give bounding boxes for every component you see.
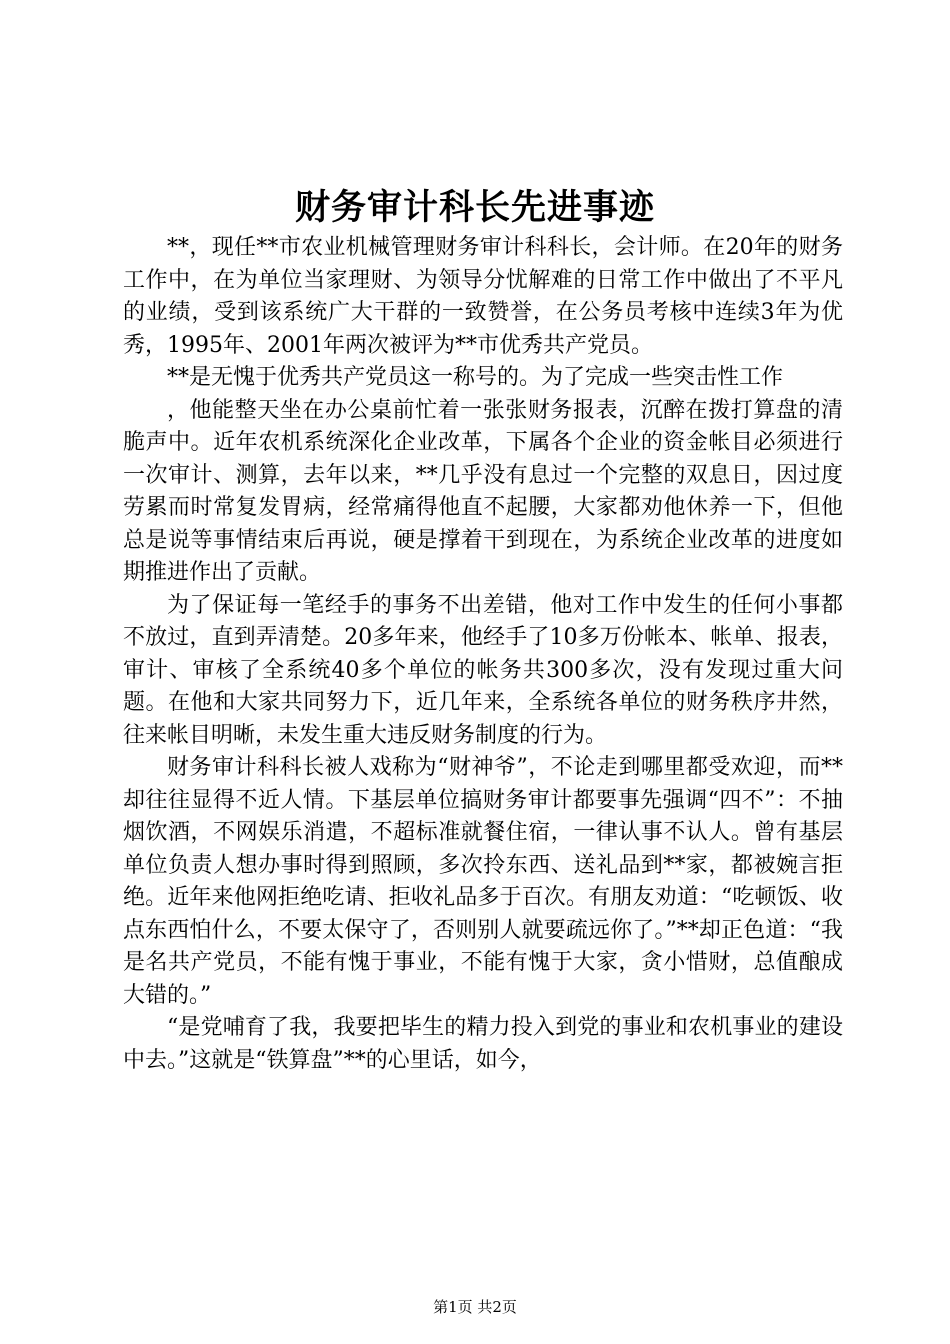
paragraph: ，他能整天坐在办公桌前忙着一张张财务报表，沉醉在拨打算盘的清脆声中。近年农机系统深化企业改革，下属各个企业的资金帐目必须进行一次审计、测算，去年以来，**几乎没有息过一个完整的双息日，因过度劳累而时常复发胃病，经常痛得他直不起腰，大家都劝他休养一下，但他总是说等事情结束后再说，硬是撑着干到现在，为系统企业改革的进度如期推进作出了贡献。 [123,397,843,585]
paragraph: “是党哺育了我，我要把毕生的精力投入到党的事业和农机事业的建设中去。”这就是“铁算盘”**的心里话，如今， [123,1015,843,1073]
paragraph: **是无愧于优秀共产党员这一称号的。为了完成一些突击性工作 [167,365,784,390]
page-footer: 第1页 共2页 [433,1298,517,1316]
paragraph: 为了保证每一笔经手的事务不出差错，他对工作中发生的任何小事都不放过，直到弄清楚。20多年来，他经手了10多万份帐本、帐单、报表，审计、审核了全系统40多个单位的帐务共300多次，没有发现过重大问题。在他和大家共同努力下，近几年来，全系统各单位的财务秩序井然，往来帐目明晰，未发生重大违反财务制度的行为。 [123,592,843,748]
paragraph: 财务审计科科长被人戏称为“财神爷”，不论走到哪里都受欢迎，而**却往往显得不近人情。下基层单位搞财务审计都要事先强调“四不”：不抽烟饮酒，不网娱乐消遣，不超标准就餐住宿，一律认事不认人。曾有基层单位负责人想办事时得到照顾，多次拎东西、送礼品到**家，都被婉言拒绝。近年来他网拒绝吃请、拒收礼品多于百次。有朋友劝道：“吃顿饭、收点东西怕什么，不要太保守了，否则别人就要疏远你了。”**却正色道：“我是名共产党员，不能有愧于事业，不能有愧于大家，贪小惜财，总值酿成大错的。” [123,755,843,1008]
document-title: 财务审计科长先进事迹 [294,187,655,228]
paragraph: **，现任**市农业机械管理财务审计科科长，会计师。在20年的财务工作中，在为单位当家理财、为领导分忧解难的日常工作中做出了不平凡的业绩，受到该系统广大干群的一致赞誉，在公务员考核中连续3年为优秀，1995年、2001年两次被评为**市优秀共产党员。 [123,235,843,358]
document-body [123,232,843,1077]
